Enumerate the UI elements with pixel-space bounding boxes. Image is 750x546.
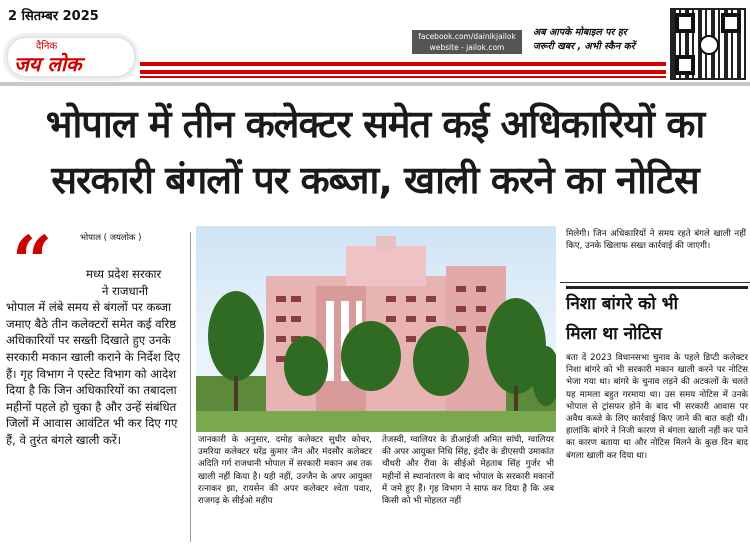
red-band (140, 70, 666, 74)
facebook-url: facebook.com/dainikjailok (418, 32, 516, 41)
whatsapp-icon (699, 35, 719, 55)
building-photo (196, 226, 556, 432)
red-band (140, 76, 666, 78)
lead-body: भोपाल में लंबे समय से बंगलों पर कब्जा जमाए बैठे तीन कलेक्टरों समेत कई वरिष्ठ अधिकारियों पर सख्ती दिखाते हुए उनके सरकारी मकान खाली कराने के निर्देश दिए हैं। गृह विभाग ने एस्टेट विभाग को आदेश दिया है कि जिन अधिकारियों का तबादला महीनों पहले हो चुका है और उन्हें संबंधित जिलों में आवास आवंटित भी कर दिए गए हैं, वे तुरंत बंगले खाली करें। (6, 300, 181, 447)
section-rule (560, 282, 750, 283)
side-headline (566, 286, 748, 348)
tagline-line-2: जरूरी खबर , अभी स्कैन करें (533, 41, 635, 52)
lead-paragraph (6, 266, 186, 449)
tagline-line-1: अब आपके मोबाइल पर हर (533, 27, 627, 38)
headline-line-1: भोपाल में तीन कलेक्टर समेत कई अधिकारियों का (45, 102, 705, 146)
social-box (412, 30, 522, 54)
side-headline-line-1: निशा बांगरे को भी (566, 294, 679, 314)
headline-line-2: सरकारी बंगलों पर कब्जा, खाली करने का नोटिस (51, 158, 699, 202)
column-rule (190, 232, 191, 542)
website-url: website - jailok.com (429, 43, 505, 52)
logo-subtitle: दैनिक (36, 41, 58, 52)
lead-line-1: मध्य प्रदेश सरकार (86, 267, 162, 281)
header-divider (0, 82, 750, 86)
logo-title: जय लोक (14, 52, 82, 76)
side-headline-line-2: मिला था नोटिस (566, 324, 662, 344)
article-column-3: बता दें 2023 विधानसभा चुनाव के पहले डिप्टी कलेक्टर निशा बांगरे को भी सरकारी मकान खाली करने पर नोटिस भेजा गया था। बांगरे के चुनाव लड़ने की अटकलों के चलते यह मामला बहुत गरमाया था। उस समय नोटिस में उनके भोपाल से ट्रांसफर होने के बाद भी सरकारी आवास पर अवैध कब्जे के लिए कार्रवाई किए जाने की बात कही थी। हालांकि बांगरे ने निजी कारण से बंगला खाली नहीं कर पाने का कारण बताया था और नोटिस मिलने के कुछ दिन बाद बंगला खाली कर दिया था। (566, 353, 748, 461)
scan-tagline (533, 26, 663, 54)
dateline: भोपाल ( जयलोक ) (80, 233, 142, 243)
article-column-1: जानकारी के अनुसार, दमोह कलेक्टर सुधीर कोचर, उमरिया कलेक्टर धरेंद्र कुमार जैन और मंदसौर कलेक्टर अदिति गर्ग राजधानी भोपाल में सरकारी मकान अब तक खाली नहीं किया है। यही नहीं, उज्जैन के अपर आयुक्त रत्नाकर झा, रायसेन की अपर कलेक्टर श्वेता पवार, राजगढ़ के सीईओ महीप (198, 435, 372, 507)
red-band (140, 62, 666, 66)
headline (4, 96, 746, 208)
quote-mark-icon: “ (12, 220, 53, 303)
lead-line-2: ने राजधानी (102, 283, 149, 298)
article-column-3-top: मिलेगी। जिन अधिकारियों ने समय रहते बंगले खाली नहीं किए, उनके खिलाफ सख्त कार्रवाई की जाएगी। (566, 229, 746, 252)
article-column-2: तेजस्वी, ग्वालियर के डीआईजी अमित सांघी, ग्वालियर की अपर आयुक्त निधि सिंह, इंदौर के डीएसपी उमाकांत चौधरी और रीवा के सीईओ मेहताब सिंह गुर्जर भी महीनों से स्थानांतरण के बाद भोपाल के सरकारी मकानों में जमे हुए हैं। गृह विभाग ने साफ कर दिया है कि अब किसी को भी मोहलत नहीं (382, 435, 554, 507)
issue-date: 2 सितम्बर 2025 (8, 9, 99, 24)
qr-code-icon (670, 8, 746, 80)
